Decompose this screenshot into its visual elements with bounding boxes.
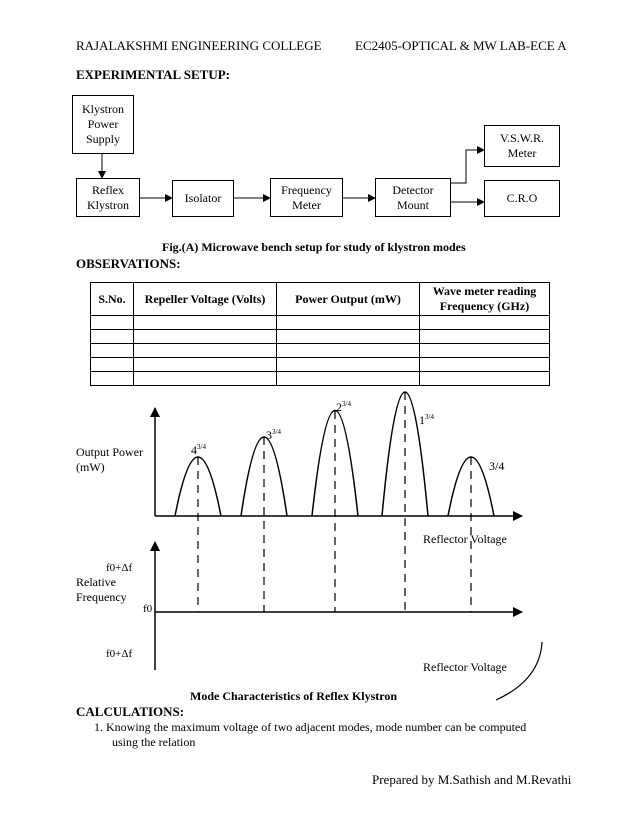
col-repeller-voltage: Repeller Voltage (Volts): [134, 283, 277, 316]
table-row: [91, 330, 550, 344]
mode-characteristics-graph: [0, 380, 638, 710]
observations-table: [90, 282, 550, 386]
reflector-voltage-label-top: Reflector Voltage: [423, 532, 507, 546]
setup-caption: Fig.(A) Microwave bench setup for study of klystron modes: [162, 240, 466, 254]
table-row: [91, 316, 550, 330]
output-power-label: Output Power (mW): [76, 445, 143, 474]
col-power-output: Power Output (mW): [277, 283, 420, 316]
reflector-voltage-label-bottom: Reflector Voltage: [423, 660, 507, 674]
vswr-meter-block: V.S.W.R. Meter: [484, 125, 560, 167]
freq-minus-label: f0+Δf: [106, 648, 133, 660]
setup-heading: EXPERIMENTAL SETUP:: [76, 67, 230, 82]
calculation-item-1-line2: using the relation: [112, 735, 196, 749]
arrow-detector-to-vswr: [451, 150, 484, 183]
isolator-block: Isolator: [172, 180, 234, 217]
freq-plus-label: f0+Δf: [106, 562, 133, 574]
table-row: [91, 344, 550, 358]
calculation-item-1-line1: 1. Knowing the maximum voltage of two adjacent modes, mode number can be computed: [94, 720, 527, 734]
cro-block: C.R.O: [484, 180, 560, 217]
col-wave-meter: Wave meter reading Frequency (GHz): [420, 283, 550, 316]
mode-label-3-4: 3/4: [489, 459, 505, 473]
reflex-klystron-block: Reflex Klystron: [76, 178, 140, 217]
relative-frequency-label: Relative Frequency: [76, 575, 127, 604]
calculations-heading: CALCULATIONS:: [76, 704, 185, 719]
table-header-row: [91, 283, 550, 316]
footer-credit: Prepared by M.Sathish and M.Revathi: [372, 772, 572, 787]
freq-zero-label: f0: [143, 603, 153, 615]
mode-curve-3: [241, 437, 287, 516]
mode-label-1: $1^{3/4}$: [419, 413, 434, 427]
col-sno: S.No.: [91, 283, 134, 316]
mode-label-2: $2^{3/4}$: [336, 400, 351, 414]
table-row: [91, 358, 550, 372]
header-right: EC2405-OPTICAL & MW LAB-ECE A: [355, 38, 567, 53]
header-left: RAJALAKSHMI ENGINEERING COLLEGE: [76, 38, 322, 53]
graph-caption: Mode Characteristics of Reflex Klystron: [190, 689, 398, 703]
mode-label-4: $4^{3/4}$: [191, 443, 206, 457]
klystron-power-supply-block: Klystron Power Supply: [72, 95, 134, 154]
mode-label-3: $3^{3/4}$: [266, 428, 281, 442]
detector-mount-block: Detector Mount: [375, 178, 451, 217]
frequency-meter-block: Frequency Meter: [270, 178, 343, 217]
observations-heading: OBSERVATIONS:: [76, 256, 181, 271]
